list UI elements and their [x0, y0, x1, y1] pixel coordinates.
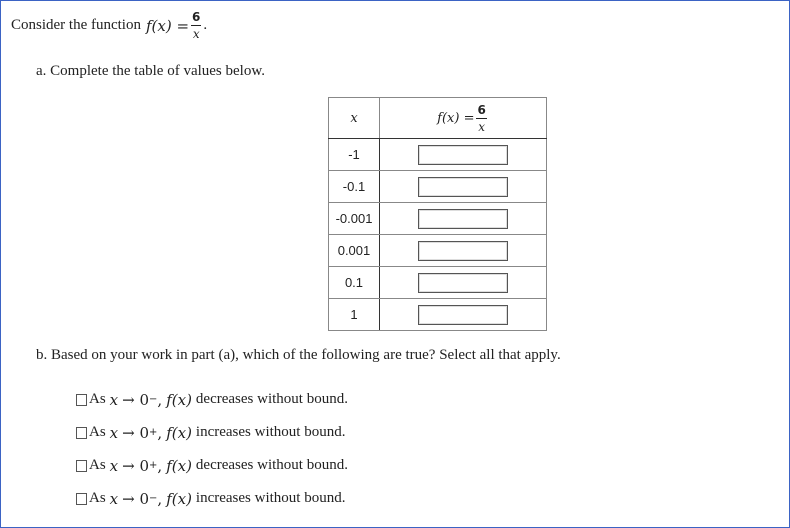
- intro-text: Consider the function: [11, 17, 141, 33]
- fraction-numerator: 6: [192, 10, 201, 24]
- option-side: +: [149, 460, 158, 471]
- table-row: [329, 235, 547, 267]
- fx-answer-cell: [380, 235, 547, 267]
- option-arrow: → 0: [122, 390, 150, 409]
- values-table: [328, 97, 547, 331]
- table-row: [329, 171, 547, 203]
- part-b-instruction: b. Based on your work in part (a), which of the following are true? Select all that apply.: [36, 347, 561, 363]
- option-item[interactable]: [76, 383, 348, 416]
- option-fx: f(x): [166, 456, 192, 475]
- x-value-cell: -0.1: [329, 171, 380, 203]
- option-variable: x: [109, 423, 119, 442]
- header-fx-lhs: f(x) =: [437, 110, 475, 126]
- part-a-instruction: a. Complete the table of values below.: [36, 63, 265, 79]
- option-arrow: → 0: [122, 456, 150, 475]
- option-checkbox[interactable]: [76, 493, 87, 505]
- fx-answer-cell: [380, 203, 547, 235]
- fx-answer-input[interactable]: [418, 145, 508, 165]
- function-lhs: f(x) =: [145, 16, 190, 35]
- options-list: [76, 383, 348, 515]
- fx-answer-input[interactable]: [418, 177, 508, 197]
- fx-answer-input[interactable]: [418, 273, 508, 293]
- period: .: [203, 17, 208, 33]
- header-fx-fraction: [476, 104, 486, 133]
- option-prefix: As: [89, 424, 106, 440]
- option-text: increases without bound.: [195, 490, 346, 506]
- option-side: +: [149, 427, 158, 438]
- option-prefix: As: [89, 490, 106, 506]
- option-text: increases without bound.: [195, 424, 346, 440]
- header-x: [329, 98, 380, 139]
- option-text: decreases without bound.: [195, 457, 348, 473]
- fx-answer-cell: [380, 299, 547, 331]
- header-fx-numerator: 6: [477, 102, 486, 117]
- table-row: [329, 203, 547, 235]
- fx-answer-input[interactable]: [418, 209, 508, 229]
- table-row: [329, 139, 547, 171]
- option-comma: ,: [157, 456, 163, 475]
- table-row: [329, 299, 547, 331]
- option-fx: f(x): [166, 390, 192, 409]
- option-comma: ,: [157, 390, 163, 409]
- x-value-cell: 1: [329, 299, 380, 331]
- option-comma: ,: [157, 423, 163, 442]
- function-fraction: [191, 11, 201, 40]
- x-value-cell: 0.001: [329, 235, 380, 267]
- fraction-denominator: x: [192, 27, 200, 41]
- header-fx: [380, 98, 547, 139]
- fx-answer-cell: [380, 139, 547, 171]
- option-side: −: [149, 394, 158, 405]
- option-text: decreases without bound.: [195, 391, 348, 407]
- option-arrow: → 0: [122, 489, 150, 508]
- option-item[interactable]: [76, 416, 348, 449]
- option-checkbox[interactable]: [76, 460, 87, 472]
- fx-answer-cell: [380, 171, 547, 203]
- x-value-cell: -1: [329, 139, 380, 171]
- option-fx: f(x): [166, 423, 192, 442]
- x-value-cell: 0.1: [329, 267, 380, 299]
- fx-answer-input[interactable]: [418, 241, 508, 261]
- option-fx: f(x): [166, 489, 192, 508]
- option-prefix: As: [89, 457, 106, 473]
- option-variable: x: [109, 390, 119, 409]
- fx-answer-input[interactable]: [418, 305, 508, 325]
- table-header-row: [329, 98, 547, 139]
- option-item[interactable]: [76, 482, 348, 515]
- option-checkbox[interactable]: [76, 394, 87, 406]
- fx-answer-cell: [380, 267, 547, 299]
- option-prefix: As: [89, 391, 106, 407]
- table-row: [329, 267, 547, 299]
- header-x-label: x: [350, 111, 358, 126]
- option-variable: x: [109, 456, 119, 475]
- header-fx-denominator: x: [478, 119, 486, 134]
- option-variable: x: [109, 489, 119, 508]
- x-value-cell: -0.001: [329, 203, 380, 235]
- function-statement: [11, 11, 207, 40]
- option-item[interactable]: [76, 449, 348, 482]
- option-side: −: [149, 493, 158, 504]
- option-comma: ,: [157, 489, 163, 508]
- option-checkbox[interactable]: [76, 427, 87, 439]
- option-arrow: → 0: [122, 423, 150, 442]
